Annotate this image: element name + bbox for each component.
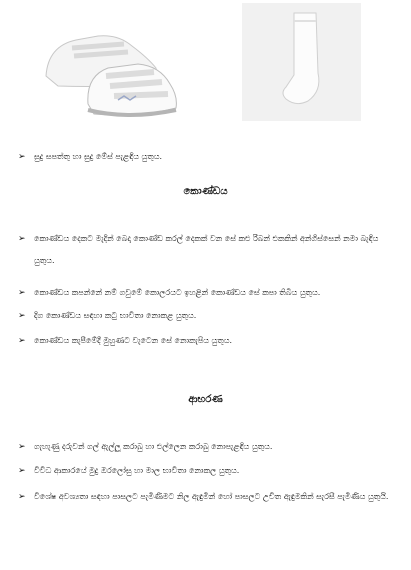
sock-image [242,3,361,121]
list-item [18,486,398,508]
list-item [18,228,398,272]
bullet-arrow-icon: ➢ [18,336,26,346]
list-item [18,330,398,352]
shoe-image [28,6,184,122]
shoes-rule-text: සුදු සපත්තු හා සුදු මේස් පැළඳිය යුතුය. [34,152,163,161]
section-heading-hair: කොණ්ඩය [183,186,228,197]
hair-rule-text: කොණ්ඩය කැපීමේදී මුහුණට වැටෙන සේ නොකැපිය යුතුය. [34,336,233,345]
bullet-arrow-icon: ➢ [18,234,26,244]
bullet-arrow-icon: ➢ [18,466,26,476]
list-item [18,460,398,482]
list-item [18,282,398,304]
bullet-arrow-icon: ➢ [18,311,26,321]
jewellery-rule-text: විශේෂ අවශ්‍යතා සඳහා පාසලට පැමිණීමට නිල ඇඳුමින් හෝ පාසලට උචිත ඇඳුමකින් සැරසී පැමිණිය යුතුයි. [34,492,389,501]
bullet-arrow-icon: ➢ [18,152,26,162]
list-item [18,436,398,458]
bullet-arrow-icon: ➢ [18,492,26,502]
hair-rule-text: කොණ්ඩය කපන්නේ නම් ගවුමේ කොලරයට ඉහළින් කොණ්ඩය සේ කපා තිබිය යුතුය. [34,288,321,297]
hair-rule-text: කොණ්ඩය දෙකට මැදින් බෙදා කොණ්ඩ කරල් දෙකක් වන සේ කළු රිබන් එකකින් අන්ගිස්සෙන් නමා බැඳිය යුතුය. [34,234,379,265]
jewellery-rule-text: ගැහැණු දරුවන් ගල් ඇල්ලූ කරාබු හා එල්ලෙන කරාබු නොපැළඳිය යුතුය. [34,442,273,451]
list-item [18,146,398,168]
section-heading-jewellery: ආභරණ [188,394,223,405]
jewellery-rule-text: විවිධ ආකාරයේ මුදු ඔරලෝසු හා මාල භාවිතා නොකල යුතුය. [34,466,240,475]
bullet-arrow-icon: ➢ [18,288,26,298]
bullet-arrow-icon: ➢ [18,442,26,452]
hair-rule-text: දිග කොණ්ඩය සඳහා කටු භාවිතා නොකළ යුතුය. [34,311,197,320]
list-item [18,305,398,327]
